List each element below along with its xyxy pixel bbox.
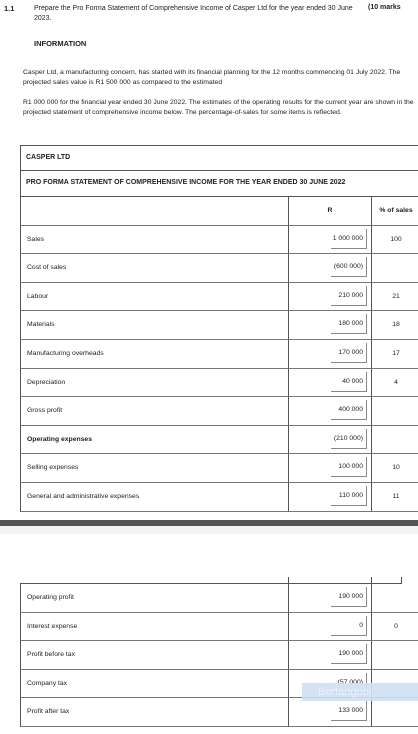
company-name: CASPER LTD [26,154,71,161]
table-row [20,698,418,727]
row-percent: 4 [394,378,398,386]
row-amount: 190 000 [331,587,367,607]
row-amount: (600 000) [331,257,367,277]
row-percent: 10 [392,464,400,472]
row-amount: (210 000) [331,429,367,449]
table-row [20,254,418,283]
question-text: Prepare the Pro Forma Statement of Comprehensive Income of Casper Ltd for the year ended 30 June 2023. [34,5,353,22]
row-percent: 100 [390,235,402,243]
row-percent: 17 [392,350,400,357]
row-label: Cost of sales [27,264,67,272]
row-amount: 133 000 [331,701,367,721]
table-row [20,483,418,512]
row-label: Depreciation [27,378,66,386]
row-label: Company tax [27,679,68,687]
row-percent: 11 [392,493,400,500]
row-amount: 0 [331,616,367,636]
row-label: Profit before tax [27,651,75,659]
row-label: Materials [27,321,55,329]
row-amount: 100 000 [331,457,367,477]
row-label: Operating profit [27,594,74,601]
table-row [20,397,418,426]
row-percent: 0 [394,622,398,630]
table-header-row [20,197,418,226]
row-amount: 170 000 [331,343,367,363]
row-amount: 210 000 [331,286,367,306]
table-row [20,369,418,398]
question-marks: (10 marks [368,4,401,11]
row-amount: 40 000 [331,372,367,392]
column-divider-stub [401,577,402,584]
row-label: General and administrative expenses [27,493,140,500]
table-row [20,311,418,340]
information-paragraph-1: Casper Ltd, a manufacturing concern, has started with its financial planning for the 12 months commencing 01 July 2022. The projected sales value is R1 500 000 as compared to the estimated [23,69,401,86]
table-row [20,454,418,483]
page-gap [0,526,418,534]
watermark-logo: Bortanguer [302,683,418,701]
table-row [20,584,418,613]
row-label: Labour [27,292,49,300]
row-label: Profit after tax [27,708,70,716]
row-label: Manufacturing overheads [27,350,104,357]
table-company-row [20,145,418,171]
table-row [20,226,418,255]
row-label: Selling expenses [27,464,79,472]
table-row [20,641,418,670]
table-row [20,340,418,369]
amount-column-header: R [327,207,333,214]
percent-column-header: % of sales [379,207,413,214]
row-amount: 110 000 [331,486,367,506]
column-divider-stub [371,577,372,584]
table-row [20,613,418,642]
row-label: Sales [27,235,45,243]
question-number: 1.1 [4,4,15,13]
row-amount: 1 000 000 [331,229,367,249]
row-percent: 21 [392,292,400,300]
row-label: Interest expense [27,622,78,630]
statement-title: PRO FORMA STATEMENT OF COMPREHENSIVE INCOME FOR THE YEAR ENDED 30 JUNE 2022 [26,179,346,186]
row-percent: 18 [392,321,400,329]
information-heading: INFORMATION [34,39,87,48]
row-label: Gross profit [27,407,63,415]
table-row [20,426,418,455]
row-amount: 190 000 [331,644,367,664]
row-label: Operating expenses [27,435,92,443]
information-paragraph-2: R1 000 000 for the financial year ended 30 June 2022. The estimates of the operating results for the current year are shown in the projected statement of comprehensive income below. The percentage-of-sales for some items is reflected. [23,99,414,116]
row-amount: 400 000 [331,400,367,420]
table-row [20,283,418,312]
table-title-row [20,171,418,197]
row-amount: 180 000 [331,314,367,334]
column-divider-stub [288,577,289,584]
